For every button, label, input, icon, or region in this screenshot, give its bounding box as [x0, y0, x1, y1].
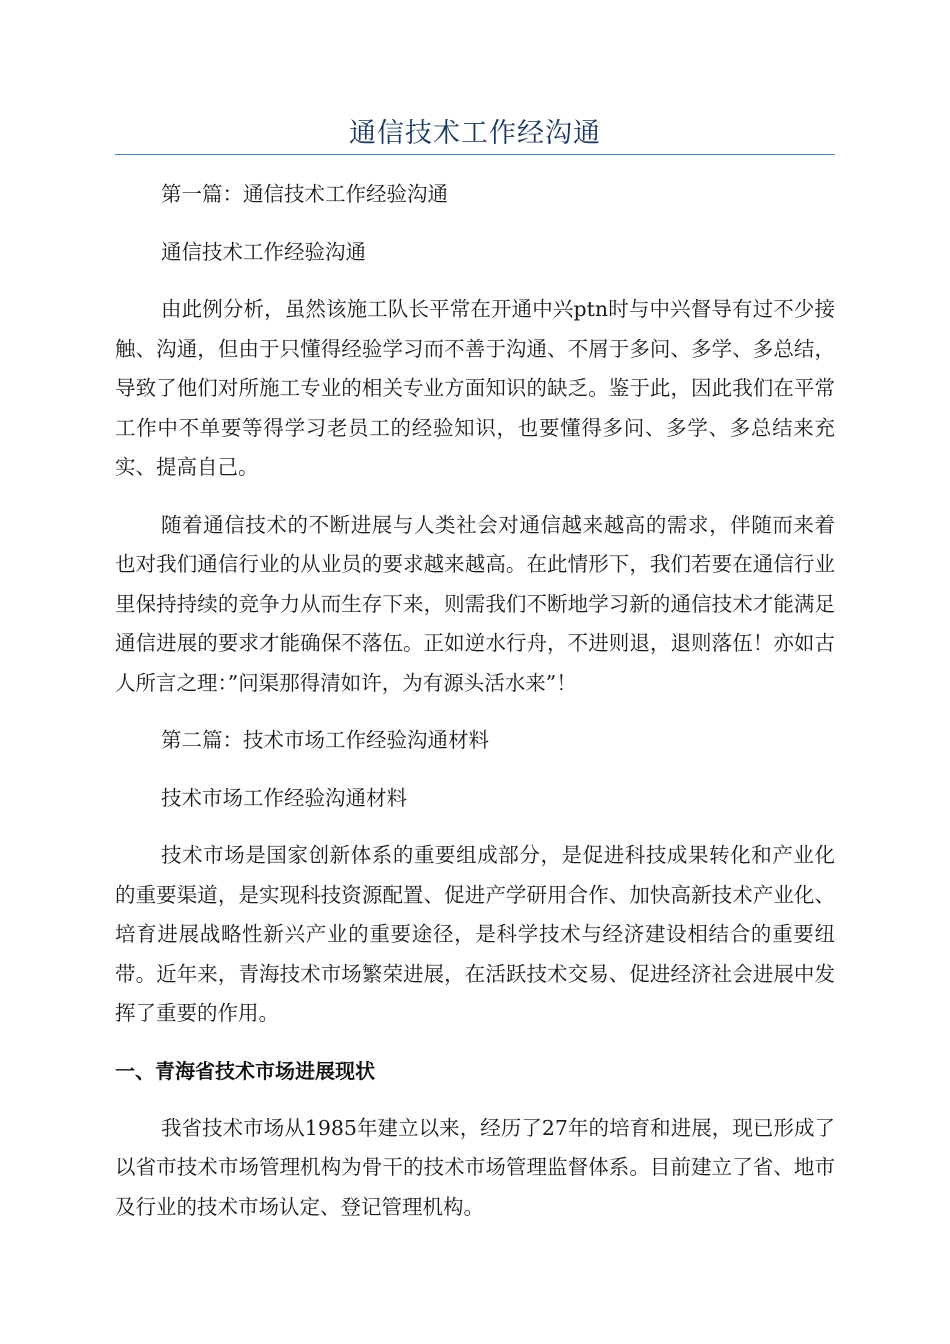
- document-title: 通信技术工作经沟通: [349, 118, 601, 149]
- title-underline: [115, 154, 835, 155]
- document-body: [115, 175, 835, 1245]
- chapter-heading-1: 第一篇：通信技术工作经验沟通: [161, 182, 448, 206]
- body-paragraph: 随着通信技术的不断进展与人类社会对通信越来越高的需求，伴随而来着也对我们通信行业的从业员的要求越来越高。在此情形下，我们若要在通信行业里保持持续的竞争力从而生存下来，则需我们不断地学习新的通信技术才能满足通信进展的要求才能确保不落伍。正如逆水行舟，不进则退，退则落伍！亦如古人所言之理：”问渠那得清如许，为有源头活水来”！: [115, 512, 835, 695]
- subheading-1: 通信技术工作经验沟通: [161, 239, 366, 264]
- body-paragraph: 技术市场是国家创新体系的重要组成部分，是促进科技成果转化和产业化的重要渠道，是实现科技资源配置、促进产学研用合作、加快高新技术产业化、培育进展战略性新兴产业的重要途径，是科学技术与经济建设相结合的重要纽带。近年来，青海技术市场繁荣进展，在活跃技术交易、促进经济社会进展中发挥了重要的作用。: [115, 843, 835, 1025]
- body-paragraph: 我省技术市场从1985年建立以来，经历了27年的培育和进展，现已形成了以省市技术市场管理机构为骨干的技术市场管理监督体系。目前建立了省、地市及行业的技术市场认定、登记管理机构。: [115, 1115, 835, 1219]
- section-heading: 一、青海省技术市场进展现状: [115, 1058, 375, 1083]
- body-paragraph: 由此例分析，虽然该施工队长平常在开通中兴ptn时与中兴督导有过不少接触、沟通，但由于只懂得经验学习而不善于沟通、不屑于多问、多学、多总结，导致了他们对所施工专业的相关专业方面知识的缺乏。鉴于此，因此我们在平常工作中不单要等得学习老员工的经验知识，也要懂得多问、多学、多总结来充实、提高自己。: [115, 297, 835, 479]
- chapter-heading-2: 第二篇：技术市场工作经验沟通材料: [161, 728, 489, 752]
- subheading-2: 技术市场工作经验沟通材料: [161, 785, 407, 810]
